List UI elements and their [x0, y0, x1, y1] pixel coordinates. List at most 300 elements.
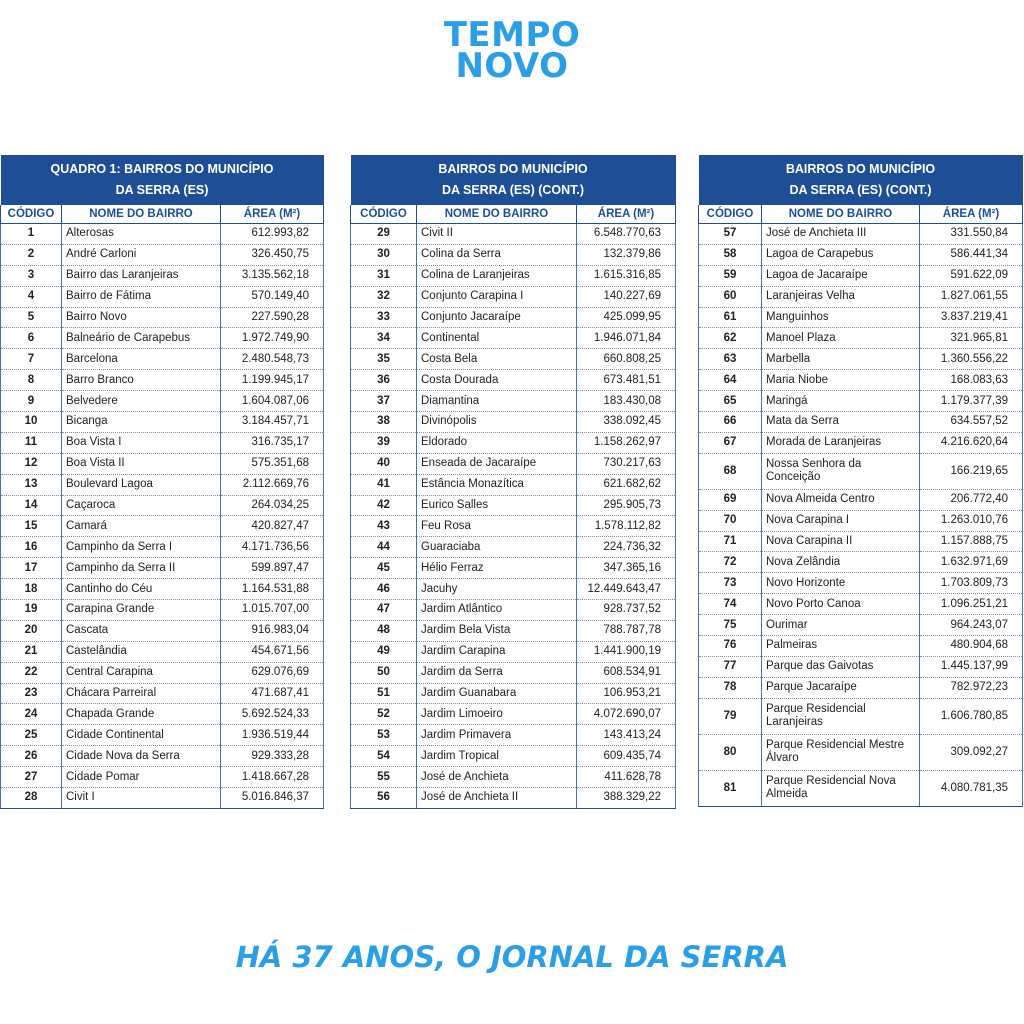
cell-area: 2.112.669,76: [221, 474, 324, 495]
column-header-name: NOME DO BAIRRO: [62, 205, 221, 224]
cell-name: Novo Horizonte: [762, 573, 920, 594]
cell-name: Maria Niobe: [762, 370, 920, 391]
cell-area: 1.199.945,17: [221, 370, 324, 391]
table-row: [351, 725, 676, 746]
cell-area: 1.827.061,55: [920, 286, 1023, 307]
table-row: [351, 537, 676, 558]
table-row: [1, 244, 324, 265]
table-title-line-1: BAIRROS DO MUNICÍPIO: [438, 162, 588, 176]
table-row: [699, 307, 1023, 328]
cell-name: Jardim Bela Vista: [417, 620, 577, 641]
cell-code: 14: [1, 495, 62, 516]
cell-area: 4.080.781,35: [920, 770, 1023, 806]
table-row: [699, 698, 1023, 734]
cell-name: Boulevard Lagoa: [62, 474, 221, 495]
cell-code: 22: [1, 662, 62, 683]
cell-code: 43: [351, 516, 417, 537]
cell-code: 69: [699, 489, 762, 510]
cell-name: Jardim da Serra: [417, 662, 577, 683]
cell-name: Parque Residencial Laranjeiras: [762, 698, 920, 734]
table-row: [1, 349, 324, 370]
table-title: [699, 155, 1023, 205]
cell-area: 143.413,24: [577, 725, 676, 746]
table-row: [699, 432, 1023, 453]
cell-name: Cidade Nova da Serra: [62, 746, 221, 767]
cell-code: 11: [1, 432, 62, 453]
column-header-area: ÁREA (M²): [577, 205, 676, 224]
cell-area: 673.481,51: [577, 370, 676, 391]
cell-code: 57: [699, 224, 762, 245]
column-header-code: CÓDIGO: [699, 205, 762, 224]
cell-area: 140.227,69: [577, 286, 676, 307]
cell-code: 13: [1, 474, 62, 495]
cell-code: 42: [351, 495, 417, 516]
table-row: [1, 662, 324, 683]
cell-code: 20: [1, 620, 62, 641]
table-row: [699, 453, 1023, 489]
cell-code: 47: [351, 600, 417, 621]
table-row: [1, 683, 324, 704]
table-row: [1, 265, 324, 286]
table-row: [699, 244, 1023, 265]
table-row: [699, 677, 1023, 698]
cell-area: 1.418.667,28: [221, 767, 324, 788]
cell-area: 1.703.809,73: [920, 573, 1023, 594]
cell-area: 264.034,25: [221, 495, 324, 516]
cell-code: 25: [1, 725, 62, 746]
cell-area: 183.430,08: [577, 391, 676, 412]
column-header-code: CÓDIGO: [351, 205, 417, 224]
table-row: [1, 224, 324, 245]
logo-line-1: TEMPO: [443, 15, 581, 55]
cell-name: Carapina Grande: [62, 600, 221, 621]
table-row: [1, 328, 324, 349]
table-row: [699, 489, 1023, 510]
cell-code: 33: [351, 307, 417, 328]
table-row: [1, 579, 324, 600]
cell-code: 70: [699, 510, 762, 531]
cell-area: 599.897,47: [221, 558, 324, 579]
cell-code: 72: [699, 552, 762, 573]
table-row: [699, 594, 1023, 615]
neighborhood-table-1: [0, 155, 324, 809]
cell-code: 29: [351, 224, 417, 245]
cell-name: Maringá: [762, 391, 920, 412]
cell-area: 788.787,78: [577, 620, 676, 641]
cell-code: 32: [351, 286, 417, 307]
cell-code: 76: [699, 636, 762, 657]
cell-area: 1.164.531,88: [221, 579, 324, 600]
cell-area: 929.333,28: [221, 746, 324, 767]
cell-name: Campinho da Serra II: [62, 558, 221, 579]
cell-name: Jardim Primavera: [417, 725, 577, 746]
table-row: [351, 432, 676, 453]
cell-area: 1.615.316,85: [577, 265, 676, 286]
cell-area: 1.157.888,75: [920, 531, 1023, 552]
table-row: [1, 788, 324, 809]
cell-name: Guaraciaba: [417, 537, 577, 558]
table-row: [351, 516, 676, 537]
cell-name: Campinho da Serra I: [62, 537, 221, 558]
cell-area: 591.622,09: [920, 265, 1023, 286]
cell-area: 629.076,69: [221, 662, 324, 683]
cell-area: 1.606.780,85: [920, 698, 1023, 734]
cell-area: 3.135.562,18: [221, 265, 324, 286]
cell-code: 21: [1, 641, 62, 662]
cell-name: André Carloni: [62, 244, 221, 265]
cell-name: Parque Residencial Mestre Álvaro: [762, 734, 920, 770]
cell-name: Continental: [417, 328, 577, 349]
table-row: [351, 349, 676, 370]
cell-code: 12: [1, 453, 62, 474]
cell-code: 44: [351, 537, 417, 558]
table-title-line-2: DA SERRA (ES): [115, 183, 209, 197]
cell-code: 15: [1, 516, 62, 537]
cell-code: 81: [699, 770, 762, 806]
cell-code: 1: [1, 224, 62, 245]
cell-code: 19: [1, 600, 62, 621]
table-title-line-1: BAIRROS DO MUNICÍPIO: [785, 162, 936, 176]
cell-code: 31: [351, 265, 417, 286]
cell-area: 1.441.900,19: [577, 641, 676, 662]
table-title-line-1: QUADRO 1: BAIRROS DO MUNICÍPIO: [50, 162, 274, 176]
cell-area: 454.671,56: [221, 641, 324, 662]
cell-name: Enseada de Jacaraípe: [417, 453, 577, 474]
cell-name: Barcelona: [62, 349, 221, 370]
table-row: [699, 391, 1023, 412]
cell-code: 46: [351, 579, 417, 600]
cell-area: 227.590,28: [221, 307, 324, 328]
cell-code: 8: [1, 370, 62, 391]
cell-code: 63: [699, 349, 762, 370]
cell-area: 106.953,21: [577, 683, 676, 704]
cell-name: Cidade Pomar: [62, 767, 221, 788]
cell-area: 621.682,62: [577, 474, 676, 495]
column-header-area: ÁREA (M²): [920, 205, 1023, 224]
table-row: [351, 579, 676, 600]
cell-area: 166.219,65: [920, 453, 1023, 489]
table-row: [351, 391, 676, 412]
cell-area: 132.379,86: [577, 244, 676, 265]
cell-area: 612.993,82: [221, 224, 324, 245]
cell-area: 1.946.071,84: [577, 328, 676, 349]
table-row: [1, 370, 324, 391]
table-row: [699, 349, 1023, 370]
cell-code: 28: [1, 788, 62, 809]
cell-name: Eurico Salles: [417, 495, 577, 516]
cell-code: 40: [351, 453, 417, 474]
cell-code: 27: [1, 767, 62, 788]
cell-code: 36: [351, 370, 417, 391]
table-row: [351, 600, 676, 621]
cell-name: Nossa Senhora da Conceição: [762, 453, 920, 489]
table-row: [351, 704, 676, 725]
table-row: [699, 770, 1023, 806]
cell-name: Boa Vista II: [62, 453, 221, 474]
cell-name: Laranjeiras Velha: [762, 286, 920, 307]
table-row: [1, 704, 324, 725]
cell-area: 5.692.524,33: [221, 704, 324, 725]
cell-code: 80: [699, 734, 762, 770]
cell-name: Bicanga: [62, 412, 221, 433]
cell-name: Parque Jacaraípe: [762, 677, 920, 698]
cell-area: 1.632.971,69: [920, 552, 1023, 573]
cell-name: Camará: [62, 516, 221, 537]
table-row: [699, 510, 1023, 531]
table-row: [351, 746, 676, 767]
table-row: [351, 683, 676, 704]
column-header-area: ÁREA (M²): [221, 205, 324, 224]
cell-code: 77: [699, 656, 762, 677]
cell-name: Jardim Guanabara: [417, 683, 577, 704]
cell-area: 634.557,52: [920, 412, 1023, 433]
cell-area: 730.217,63: [577, 453, 676, 474]
cell-name: Divinópolis: [417, 412, 577, 433]
cell-name: Diamantina: [417, 391, 577, 412]
cell-name: Nova Zelândia: [762, 552, 920, 573]
cell-area: 331.550,84: [920, 224, 1023, 245]
table-row: [699, 224, 1023, 245]
cell-code: 51: [351, 683, 417, 704]
cell-name: Parque das Gaivotas: [762, 656, 920, 677]
cell-area: 964.243,07: [920, 615, 1023, 636]
table-row: [351, 558, 676, 579]
cell-name: Novo Porto Canoa: [762, 594, 920, 615]
cell-area: 168.083,63: [920, 370, 1023, 391]
cell-area: 608.534,91: [577, 662, 676, 683]
cell-name: José de Anchieta III: [762, 224, 920, 245]
cell-area: 224.736,32: [577, 537, 676, 558]
footer-tagline: HÁ 37 ANOS, O JORNAL DA SERRA: [235, 940, 789, 974]
cell-name: Conjunto Jacaraípe: [417, 307, 577, 328]
cell-code: 55: [351, 767, 417, 788]
cell-code: 7: [1, 349, 62, 370]
cell-name: Palmeiras: [762, 636, 920, 657]
cell-name: Lagoa de Carapebus: [762, 244, 920, 265]
cell-area: 4.216.620,64: [920, 432, 1023, 453]
cell-code: 64: [699, 370, 762, 391]
cell-code: 48: [351, 620, 417, 641]
cell-area: 1.972.749,90: [221, 328, 324, 349]
cell-area: 425.099,95: [577, 307, 676, 328]
cell-area: 2.480.548,73: [221, 349, 324, 370]
cell-code: 26: [1, 746, 62, 767]
cell-name: Costa Dourada: [417, 370, 577, 391]
cell-code: 53: [351, 725, 417, 746]
column-header-name: NOME DO BAIRRO: [762, 205, 920, 224]
table-row: [351, 265, 676, 286]
table-row: [699, 734, 1023, 770]
table-row: [351, 453, 676, 474]
cell-area: 12.449.643,47: [577, 579, 676, 600]
cell-area: 782.972,23: [920, 677, 1023, 698]
cell-name: Colina da Serra: [417, 244, 577, 265]
cell-area: 3.837.219,41: [920, 307, 1023, 328]
cell-name: Castelândia: [62, 641, 221, 662]
cell-code: 62: [699, 328, 762, 349]
cell-code: 24: [1, 704, 62, 725]
cell-area: 316.735,17: [221, 432, 324, 453]
table-row: [699, 265, 1023, 286]
table-row: [351, 620, 676, 641]
table-row: [699, 286, 1023, 307]
table-row: [699, 328, 1023, 349]
cell-code: 50: [351, 662, 417, 683]
cell-name: Belvedere: [62, 391, 221, 412]
cell-name: Estância Monazítica: [417, 474, 577, 495]
cell-name: Lagoa de Jacaraípe: [762, 265, 920, 286]
table-row: [699, 370, 1023, 391]
cell-name: Marbella: [762, 349, 920, 370]
table-row: [351, 307, 676, 328]
cell-code: 73: [699, 573, 762, 594]
cell-area: 928.737,52: [577, 600, 676, 621]
cell-code: 30: [351, 244, 417, 265]
cell-area: 1.445.137,99: [920, 656, 1023, 677]
cell-area: 4.072.690,07: [577, 704, 676, 725]
table-row: [1, 474, 324, 495]
table-row: [1, 412, 324, 433]
table-row: [351, 328, 676, 349]
cell-code: 52: [351, 704, 417, 725]
cell-name: Mata da Serra: [762, 412, 920, 433]
cell-code: 58: [699, 244, 762, 265]
cell-code: 6: [1, 328, 62, 349]
cell-name: Manoel Plaza: [762, 328, 920, 349]
cell-name: Central Carapina: [62, 662, 221, 683]
cell-name: José de Anchieta II: [417, 788, 577, 809]
logo-line-2: NOVO: [455, 46, 569, 86]
cell-name: Nova Carapina II: [762, 531, 920, 552]
cell-name: Balneário de Carapebus: [62, 328, 221, 349]
cell-name: Barro Branco: [62, 370, 221, 391]
cell-code: 41: [351, 474, 417, 495]
table-row: [699, 615, 1023, 636]
cell-name: Manguinhos: [762, 307, 920, 328]
table-row: [351, 224, 676, 245]
table-row: [351, 767, 676, 788]
cell-area: 660.808,25: [577, 349, 676, 370]
table-row: [1, 453, 324, 474]
table-row: [1, 537, 324, 558]
cell-area: 388.329,22: [577, 788, 676, 809]
neighborhood-table-3: [698, 155, 1023, 807]
cell-name: Parque Residencial Nova Almeida: [762, 770, 920, 806]
cell-name: Boa Vista I: [62, 432, 221, 453]
cell-area: 1.578.112,82: [577, 516, 676, 537]
table-row: [1, 516, 324, 537]
table-row: [1, 600, 324, 621]
cell-area: 586.441,34: [920, 244, 1023, 265]
cell-area: 570.149,40: [221, 286, 324, 307]
table-row: [699, 412, 1023, 433]
cell-area: 480.904,68: [920, 636, 1023, 657]
cell-name: Hélio Ferraz: [417, 558, 577, 579]
table-row: [699, 636, 1023, 657]
table-row: [1, 286, 324, 307]
cell-area: 3.184.457,71: [221, 412, 324, 433]
cell-name: Cascata: [62, 620, 221, 641]
cell-area: 1.604.087,06: [221, 391, 324, 412]
cell-code: 61: [699, 307, 762, 328]
cell-name: Nova Almeida Centro: [762, 489, 920, 510]
cell-name: Bairro Novo: [62, 307, 221, 328]
cell-code: 5: [1, 307, 62, 328]
cell-code: 78: [699, 677, 762, 698]
table-row: [1, 432, 324, 453]
cell-area: 1.360.556,22: [920, 349, 1023, 370]
table-row: [351, 641, 676, 662]
cell-name: Jardim Limoeiro: [417, 704, 577, 725]
table-row: [351, 474, 676, 495]
cell-code: 59: [699, 265, 762, 286]
cell-code: 10: [1, 412, 62, 433]
cell-area: 5.016.846,37: [221, 788, 324, 809]
cell-area: 295.905,73: [577, 495, 676, 516]
cell-code: 45: [351, 558, 417, 579]
cell-name: Jacuhy: [417, 579, 577, 600]
cell-name: Bairro de Fátima: [62, 286, 221, 307]
table-row: [351, 788, 676, 809]
table-row: [351, 286, 676, 307]
table-row: [699, 656, 1023, 677]
table-row: [1, 391, 324, 412]
neighborhood-table-2: [350, 155, 676, 809]
cell-name: Alterosas: [62, 224, 221, 245]
cell-code: 2: [1, 244, 62, 265]
cell-code: 18: [1, 579, 62, 600]
table-row: [1, 767, 324, 788]
cell-code: 71: [699, 531, 762, 552]
cell-code: 38: [351, 412, 417, 433]
cell-code: 60: [699, 286, 762, 307]
cell-code: 9: [1, 391, 62, 412]
cell-area: 309.092,27: [920, 734, 1023, 770]
cell-code: 49: [351, 641, 417, 662]
table-row: [351, 412, 676, 433]
cell-code: 39: [351, 432, 417, 453]
column-header-name: NOME DO BAIRRO: [417, 205, 577, 224]
cell-area: 1.263.010,76: [920, 510, 1023, 531]
cell-code: 35: [351, 349, 417, 370]
cell-name: Feu Rosa: [417, 516, 577, 537]
cell-area: 6.548.770,63: [577, 224, 676, 245]
cell-name: Chapada Grande: [62, 704, 221, 725]
cell-name: Civit II: [417, 224, 577, 245]
cell-name: Jardim Tropical: [417, 746, 577, 767]
cell-code: 37: [351, 391, 417, 412]
cell-code: 16: [1, 537, 62, 558]
cell-name: Jardim Carapina: [417, 641, 577, 662]
cell-code: 67: [699, 432, 762, 453]
cell-name: Eldorado: [417, 432, 577, 453]
cell-area: 609.435,74: [577, 746, 676, 767]
table-row: [1, 495, 324, 516]
cell-name: Ourimar: [762, 615, 920, 636]
table-row: [1, 620, 324, 641]
cell-name: Chácara Parreiral: [62, 683, 221, 704]
cell-code: 54: [351, 746, 417, 767]
cell-name: Cidade Continental: [62, 725, 221, 746]
cell-name: Conjunto Carapina I: [417, 286, 577, 307]
table-row: [699, 531, 1023, 552]
cell-code: 34: [351, 328, 417, 349]
cell-name: Civit I: [62, 788, 221, 809]
cell-area: 1.096.251,21: [920, 594, 1023, 615]
table-row: [351, 244, 676, 265]
cell-code: 66: [699, 412, 762, 433]
cell-name: José de Anchieta: [417, 767, 577, 788]
